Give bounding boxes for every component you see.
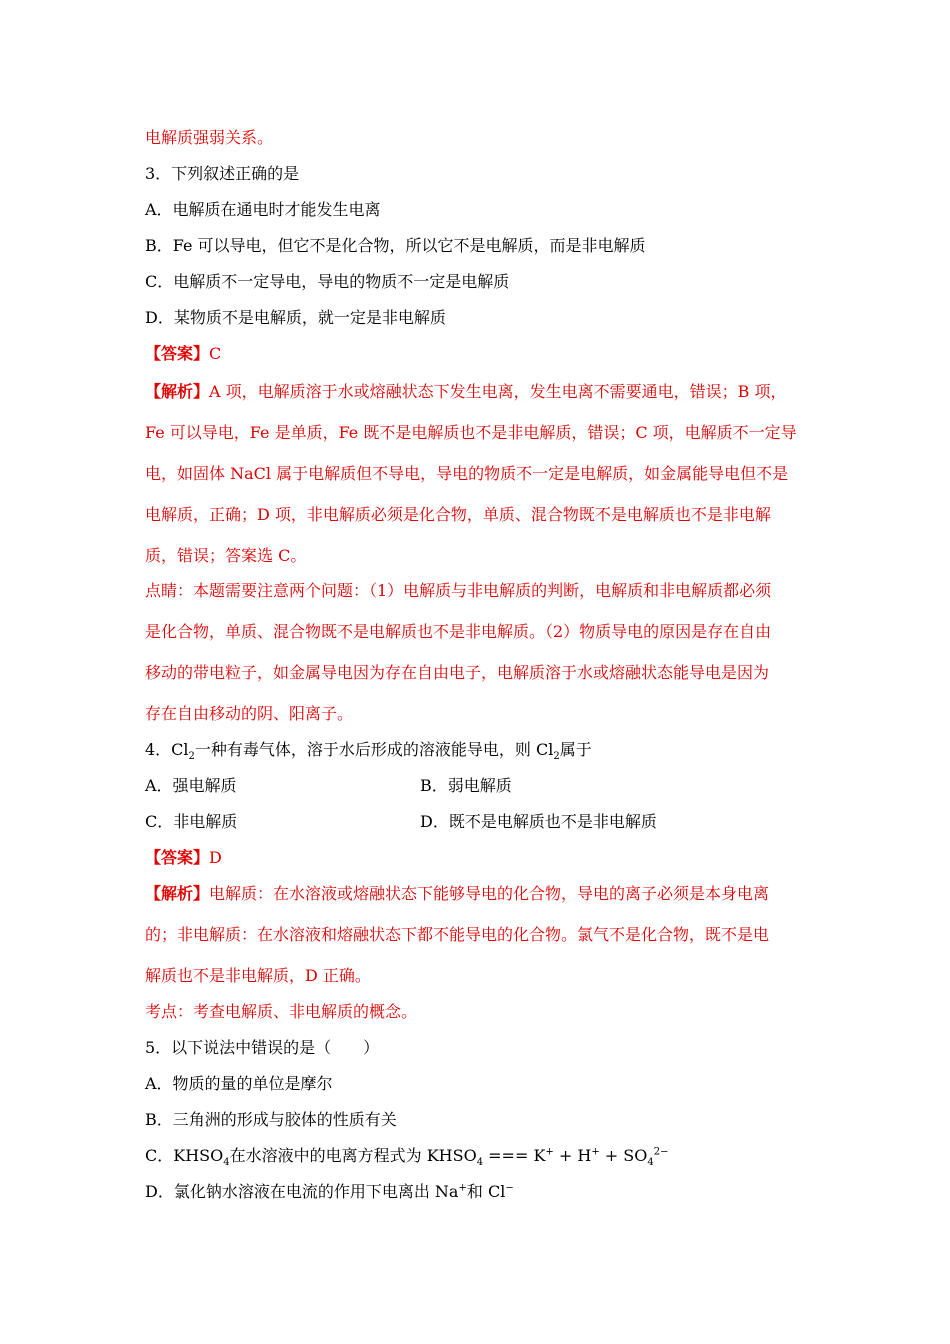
analysis-label: 【解析】 [145,884,210,903]
superscript: + [591,1146,600,1158]
q5-option-b: B．三角洲的形成与胶体的性质有关 [145,1110,397,1129]
q4-option-a: A．强电解质 [145,776,237,795]
q4-stem-part: 一种有毒气体，溶于水后形成的溶液能导电，则 Cl [194,740,554,759]
q3-option-d: D．某物质不是电解质，就一定是非电解质 [145,308,446,327]
q4-stem-part: 4．Cl [145,740,189,759]
q3-option-b: B．Fe 可以导电，但它不是化合物，所以它不是电解质，而是非电解质 [145,236,646,255]
q5-stem: 5．以下说法中错误的是（ ） [145,1038,380,1057]
q3-note-line-2: 是化合物，单质、混合物既不是电解质也不是非电解质。（2）物质导电的原因是存在自由 [145,622,772,641]
subscript: 4 [647,1157,654,1169]
q3-analysis-line-5: 质，错误；答案选 C。 [145,546,307,565]
q5-d-part: D．氯化钠水溶液在电流的作用下电离出 Na [145,1182,459,1201]
q3-analysis-line-1 [145,382,787,402]
answer-value: D [209,848,222,867]
q3-analysis-line-2: Fe 可以导电，Fe 是单质，Fe 既不是电解质也不是非电解质，错误；C 项，电解质不一定导 [145,423,797,442]
q4-analysis-line-3: 解质也不是非电解质，D 正确。 [145,966,371,985]
answer-value: C [209,344,222,363]
q3-option-a: A．电解质在通电时才能发生电离 [145,200,381,219]
subscript: 4 [223,1157,230,1169]
q5-d-part: 和 Cl [466,1182,506,1201]
analysis-text: A 项，电解质溶于水或熔融状态下发生电离，发生电离不需要通电，错误；B 项， [209,382,787,401]
q3-option-c: C．电解质不一定导电，导电的物质不一定是电解质 [145,272,510,291]
q4-analysis-line-1 [145,884,769,904]
q2-tail: 电解质强弱关系。 [145,128,274,147]
q4-option-c: C．非电解质 [145,812,238,831]
subscript: 4 [476,1157,484,1169]
q4-answer [145,848,222,868]
q5-option-c [145,1146,669,1169]
q4-stem-part: 属于 [559,740,592,759]
answer-label: 【答案】 [145,344,210,363]
q3-note-line-1: 点睛：本题需要注意两个问题：（1）电解质与非电解质的判断，电解质和非电解质都必须 [145,581,772,600]
q3-note-line-3: 移动的带电粒子，如金属导电因为存在自由电子，电解质溶于水或熔融状态能导电是因为 [145,663,770,682]
q5-c-part: === K [483,1146,546,1165]
q5-c-part: C．KHSO [145,1146,224,1165]
q3-answer [145,344,221,364]
superscript: + [545,1146,554,1158]
q3-stem: 3．下列叙述正确的是 [145,164,300,183]
subscript: 2 [553,751,560,763]
superscript: + [458,1182,467,1194]
q3-analysis-line-3: 电，如固体 NaCl 属于电解质但不导电，导电的物质不一定是电解质，如金属能导电但不是 [145,464,789,483]
answer-label: 【答案】 [145,848,210,867]
q5-option-a: A．物质的量的单位是摩尔 [145,1074,333,1093]
superscript: − [505,1182,514,1194]
q3-note-line-4: 存在自由移动的阴、阳离子。 [145,704,354,723]
superscript: 2− [653,1146,669,1158]
q4-analysis-line-2: 的；非电解质：在水溶液和熔融状态下都不能导电的化合物。氯气不是化合物，既不是电 [145,925,770,944]
analysis-label: 【解析】 [145,382,210,401]
subscript: 2 [188,751,195,763]
q3-analysis-line-4: 电解质，正确；D 项，非电解质必须是化合物，单质、混合物既不是电解质也不是非电解 [145,505,771,524]
q5-c-part: + H [553,1146,592,1165]
analysis-text: 电解质：在水溶液或熔融状态下能够导电的化合物，导电的离子必须是本身电离 [209,884,770,903]
q4-option-b: B．弱电解质 [420,776,512,795]
q4-option-d: D．既不是电解质也不是非电解质 [420,812,657,831]
q5-c-part: 在水溶液中的电离方程式为 KHSO [229,1146,477,1165]
q5-option-d [145,1182,514,1202]
q4-kaodian: 考点：考查电解质、非电解质的概念。 [145,1002,418,1021]
q4-stem [145,740,592,763]
q5-c-part: + SO [599,1146,648,1165]
